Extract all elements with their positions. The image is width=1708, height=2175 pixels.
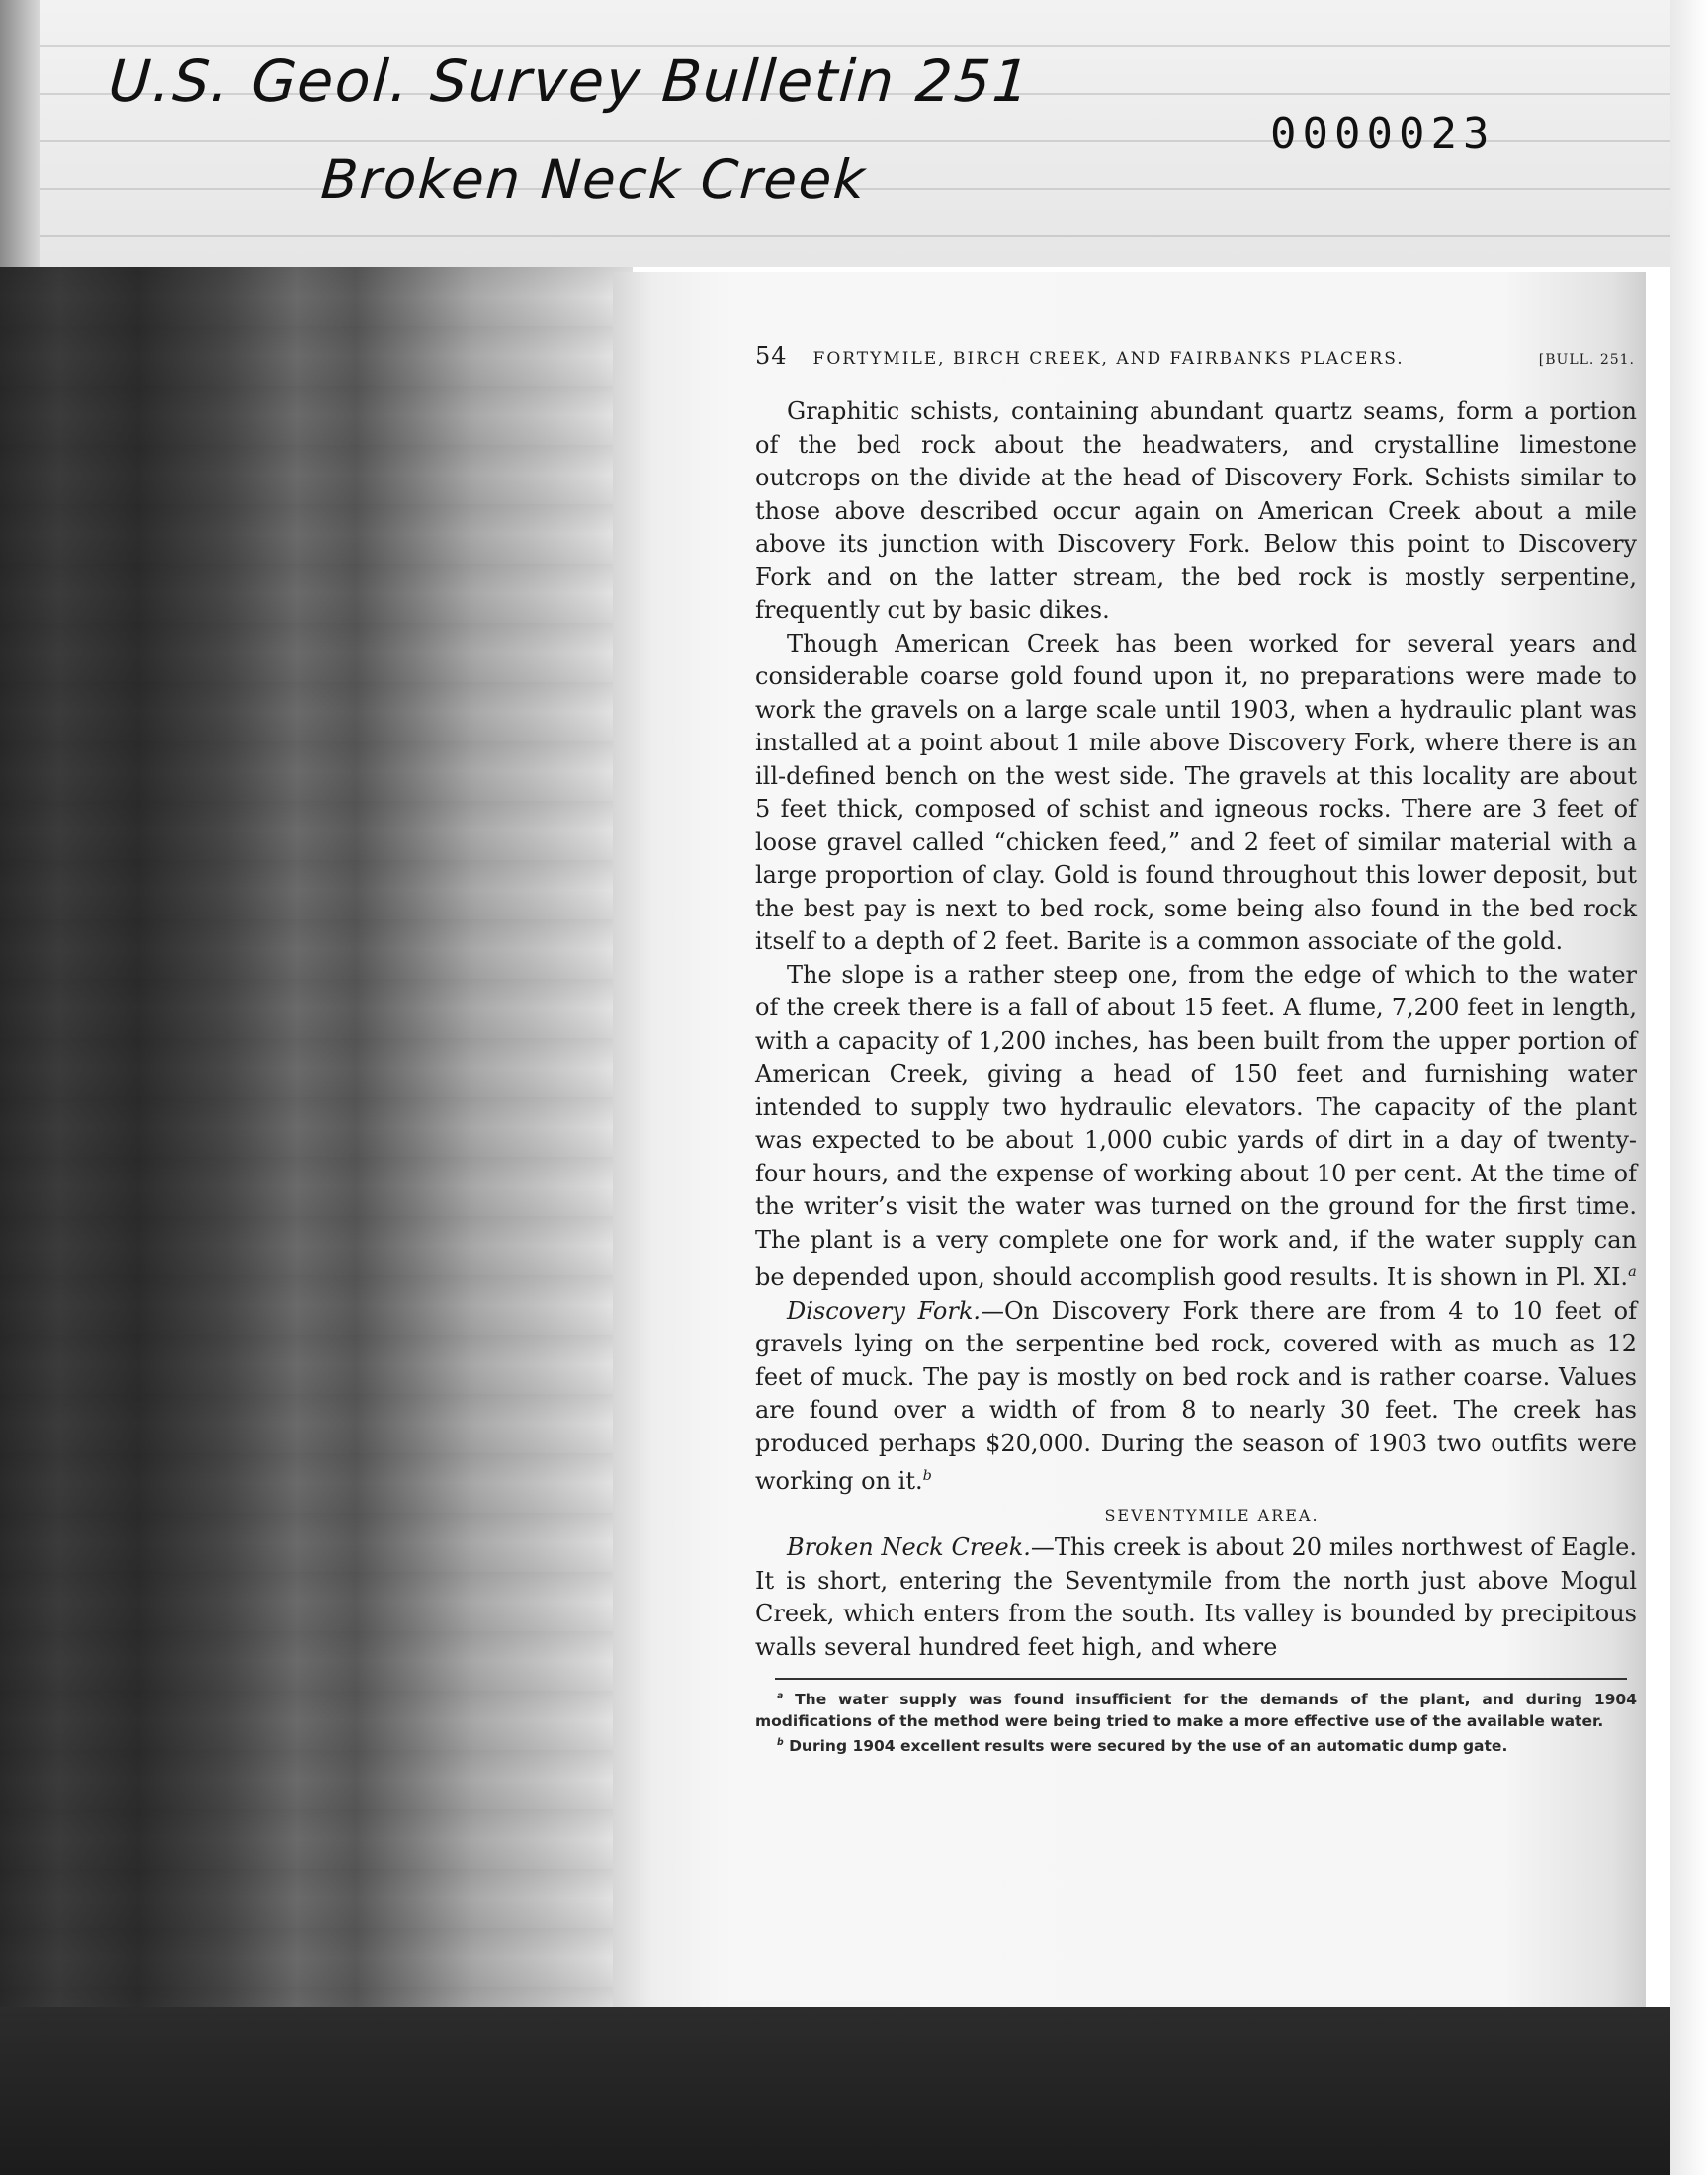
footnote: [755, 1732, 1637, 1757]
footnote-text: The water supply was found insufficient for the demands of the plant, and during 1904 modifications of the method were being tried to make a more effective use of the available water.: [755, 1691, 1637, 1731]
footnote: [755, 1686, 1637, 1732]
bulletin-reference: [BULL. 251.: [1538, 352, 1635, 368]
right-margin: [1670, 0, 1708, 2175]
paragraph: [755, 1295, 1637, 1499]
footnote-mark: a: [777, 1691, 784, 1701]
footnote-mark: b: [777, 1737, 784, 1749]
paragraph-text: Though American Creek has been worked for several years and considerable coarse gold found upon it, no preparations were made to work the gravels on a large scale until 1903, when a hydraulic plant was installed at a point about 1 mile above Discovery Fork, where there is an ill-defined bench on the west side. The gravels at this locality are about 5 feet thick, composed of schist and igneous rocks. There are 3 feet of loose gravel called “chicken feed,” and 2 feet of similar material with a large proportion of clay. Gold is found throughout this lower deposit, but the best pay is next to bed rock, some being also found in the bed rock itself to a depth of 2 feet. Barite is a common associate of the gold.: [755, 629, 1637, 955]
footnote-rule: [775, 1678, 1627, 1680]
stamp-number: 0000023: [1270, 109, 1495, 159]
running-head: FORTYMILE, BIRCH CREEK, AND FAIRBANKS PLACERS.: [812, 349, 1405, 369]
footnote-ref: a: [1628, 1264, 1637, 1280]
page-number: 54: [755, 342, 788, 370]
handwritten-subtitle: Broken Neck Creek: [318, 148, 869, 211]
paragraph-text: —This creek is about 20 miles northwest of Eagle. It is short, entering the Seventymile from the north just above Mogul Creek, which enters from the south. Its valley is bounded by precipitous walls several hundred feet high, and where: [755, 1533, 1637, 1661]
handwritten-title: U.S. Geol. Survey Bulletin 251: [106, 47, 1034, 115]
footnote-text: During 1904 excellent results were secured by the use of an automatic dump gate.: [789, 1737, 1508, 1756]
paragraph-lead: Broken Neck Creek.: [787, 1533, 1031, 1561]
paragraph-text: The slope is a rather steep one, from the edge of which to the water of the creek there is a fall of about 15 feet. A flume, 7,200 feet in length, with a capacity of 1,200 inches, has been built from the upper portion of American Creek, giving a head of 150 feet and furnishing water intended to supply two hydraulic elevators. The capacity of the plant was expected to be about 1,000 cubic yards of dirt in a day of twenty-four hours, and the expense of working about 10 per cent. At the time of the writer’s visit the water was turned on the ground for the first time. The plant is a very complete one for work and, if the water supply can be depended upon, should accomplish good results. It is shown in Pl. XI.: [755, 960, 1637, 1291]
paragraph-text: —On Discovery Fork there are from 4 to 10 feet of gravels lying on the serpentine bed rock, covered with as much as 12 feet of muck. The pay is mostly on bed rock and is rather coarse. Values are found over a width of from 8 to nearly 30 feet. The creek has produced perhaps $20,000. During the season of 1903 two outfits were working on it.: [755, 1296, 1637, 1495]
body-text: [755, 395, 1637, 1757]
paragraph: [755, 959, 1637, 1295]
scanner-shadow: [0, 267, 633, 2027]
paragraph: Graphitic schists, containing abundant quartz seams, form a portion of the bed rock about the headwaters, and crystalline limestone outcrops on the divide at the head of Discovery Fork. Schists similar to those above described occur again on American Creek about a mile above its junction with Discovery Fork. Below this point to Discovery Fork and on the latter stream, the bed rock is mostly serpentine, frequently cut by basic dikes.: [755, 397, 1637, 624]
scanner-bottom-shadow: [0, 2007, 1680, 2175]
paragraph-lead: Discovery Fork.: [787, 1296, 981, 1325]
footnote-ref: b: [922, 1468, 932, 1484]
paragraph: [755, 628, 1637, 959]
label-strip: [0, 0, 1680, 267]
footnotes: [755, 1686, 1637, 1757]
page-header: [755, 342, 1635, 370]
paragraph: [755, 1531, 1637, 1664]
section-heading: SEVENTYMILE AREA.: [1104, 1505, 1320, 1524]
